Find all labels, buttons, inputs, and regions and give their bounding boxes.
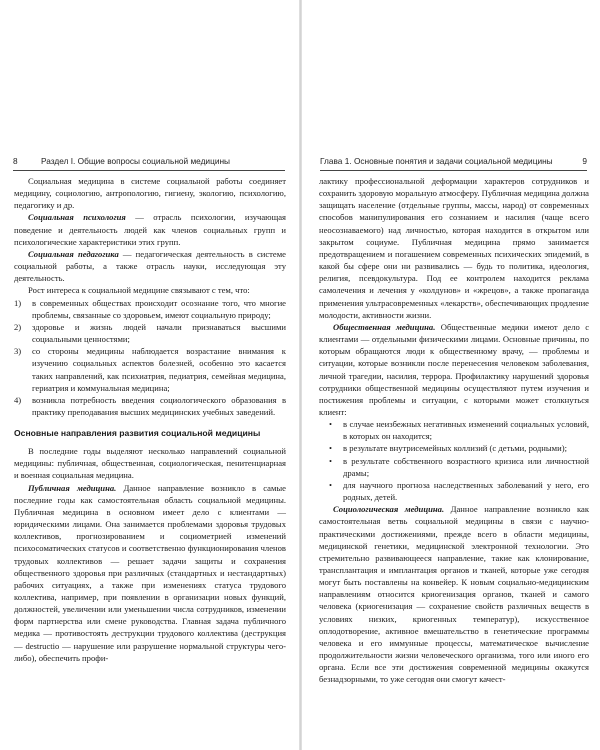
right-page-body (319, 175, 589, 686)
list-item (14, 345, 286, 394)
left-page (0, 0, 299, 750)
list-item-text: здоровье и жизнь людей начали признаваться высшими социальными ценностями; (32, 321, 286, 345)
definition-term: Социальная педагогика (28, 248, 119, 259)
list-item-text: со стороны медицины наблюдается возрастание внимания к изучению социальных аспектов болезней, особенно это касается таких направлений, как психиатрия, педиатрия, семейная медицина, гериатрия и коммунальная медицина; (32, 346, 286, 393)
left-page-header (13, 155, 285, 168)
list-item-text: возникла потребность введения социологического образования в практику преподавания высших медицинских учебных заведений. (32, 394, 286, 417)
section-paragraph: В последние годы выделяют несколько направлений социальной медицины: публичная, общественная, социологическая, пенитенциарная и военная социальная медицина. (14, 446, 286, 481)
list-marker: 3) (14, 346, 22, 357)
list-item (14, 297, 286, 321)
definition-text: — педагогическая деятельность в системе социальной работы, а также отрасль науки, исследующая эту деятельность. (14, 248, 286, 284)
definition-paragraph (14, 248, 286, 284)
page-number: 8 (13, 156, 18, 166)
list-item (14, 394, 286, 418)
page-number: 9 (582, 156, 587, 166)
definition-term: Общественная медицина. (333, 321, 436, 332)
bullet-marker: • (329, 443, 333, 454)
societal-medicine-paragraph (319, 321, 589, 418)
list-item (319, 442, 589, 454)
list-item-text: в современных обществах происходит осознание того, что многие проблемы, связанные со здоровьем, имеют социальную природу; (32, 297, 286, 320)
list-item-text: в результате внутрисемейных коллизий (с детьми, родными); (343, 443, 567, 454)
public-medicine-paragraph (14, 482, 286, 664)
header-rule (13, 170, 285, 171)
running-title: Глава 1. Основные понятия и задачи социальной медицины (320, 156, 553, 166)
list-item (319, 479, 589, 503)
list-item (319, 418, 589, 442)
definition-text: Данное направление возникло в самые последние годы как самостоятельная область социальной медицины. Публичная медицина в основном имеет дело с клиентами — юридическими лицами. Она занимается проблемами здоровья трудовых коллективов, прогнозированием и социометрией изменений психосоматических статусов и соответственно функционирования членов трудовых коллективов — решает задачи защиты и сохранения общественного здоровья при различных (стандартных и нестандартных) рабочих ситуациях, а также при изменениях статуса трудового коллектива, например, при появлении в организации новых функций, должностей, увеличении или уменьшении числа сотрудников, изменении форм партнерства или смене руководства. Главная задача публичного медика — противостоять деструкции трудового коллектива (деструкция — destructio — нарушение или разрушение нормальной структуры чего-либо), обеспечить профи- (14, 482, 286, 663)
list-item (319, 455, 589, 479)
list-item (14, 321, 286, 345)
right-page-header (320, 155, 587, 168)
bullet-marker: • (329, 455, 333, 466)
definition-term: Социологическая медицина. (333, 504, 445, 515)
list-marker: 4) (14, 394, 22, 405)
intro-paragraph: Социальная медицина в системе социальной работы соединяет медицину, социологию, антропологию, гигиену, экологию, психологию, педагогику и др. (14, 176, 286, 211)
list-marker: 2) (14, 321, 22, 332)
definition-paragraph (14, 211, 286, 247)
header-rule (320, 170, 587, 171)
right-page (302, 0, 600, 750)
definition-text: Общественные медики имеют дело с клиентами — отдельными физическими лицами. Основные причины, по которым обращаются люди к общественному врачу, — проблемы и ситуации, которые возникли после перенесения человеком заболевания, личной трагедии, насилия, террора. Профилактику нарушений здоровья сотрудники общественной медицины осуществляют путем изучения и постижения проблемы и ситуации, с которыми может столкнуться клиент: (319, 321, 590, 417)
factors-intro: Рост интереса к социальной медицине связывают с тем, что: (28, 285, 250, 296)
continuation-paragraph: лактику профессиональной деформации характеров сотрудников и сохранить здоровую моральную атмосферу. Публичная медицина должна защищать население (отдельные группы, массы, народ) от современных способов манипулирования его сознанием и насилия (чаще всего неосознаваемого) над личностью, которая находится в открытом или закрытом социуме. Публичная медицина прямо занимается предотвращением и погашением современных психических эпидемий, в какой бы сфере они ни развивались — будь то политика, идеология, религия, псевдокультура. Под ее контролем находится реклама самолечения и лечения у «колдунов» и «жрецов», а также пропаганда применения ультрасовременных «лекарств», обеспечивающих продление молодости, активности жизни. (319, 176, 589, 320)
list-item-text: в случае неизбежных негативных изменений социальных условий, в которых он находится; (343, 419, 589, 442)
sociological-medicine-paragraph (319, 503, 589, 685)
bullet-marker: • (329, 419, 333, 430)
left-page-body (14, 175, 286, 664)
definition-term: Публичная медицина. (28, 482, 117, 493)
bullet-list (319, 418, 589, 503)
definition-text: Данное направление возникло как самостоятельная ветвь социальной медицины в связи с научно-практическими достижениями, прежде всего в области медицины, медицинской генетики, медицинской электронной технологии. Это стремительно развивающееся направление, такие как клонирование, трансплантация и имплантация органов и тканей, которые уже сегодня могут быть поставлены на конвейер. К новым социально-медицинским направлениям относится криогенизация органов, тканей и самого человека (криогенизация — сохранение свойств различных веществ в условиях низких, криогенных температур), искусственное оплодотворение, активное вмешательство в генетические программы человека и его иммунные процессы, математическое вычисление продолжительности жизни человеческого организма, того или иного его органа. Если все эти достижения современной медицины окажутся безнадзорными, то уже сегодня они смогут качест- (319, 504, 590, 685)
definition-text: — отрасль психологии, изучающая поведение и деятельность людей как членов социальных групп и психологические характеристики этих групп. (14, 212, 286, 247)
list-item-text: для научного прогноза наследственных заболеваний у него, его родных, детей. (343, 479, 589, 503)
definition-term: Социальная психология (28, 212, 126, 223)
list-marker: 1) (14, 297, 22, 308)
list-item-text: в результате собственного возрастного кризиса или личностной драмы; (343, 455, 589, 478)
bullet-marker: • (329, 479, 333, 490)
factors-list (14, 297, 286, 419)
section-heading: Основные направления развития социальной медицины (14, 428, 261, 439)
running-title: Раздел I. Общие вопросы социальной медицины (41, 156, 230, 166)
